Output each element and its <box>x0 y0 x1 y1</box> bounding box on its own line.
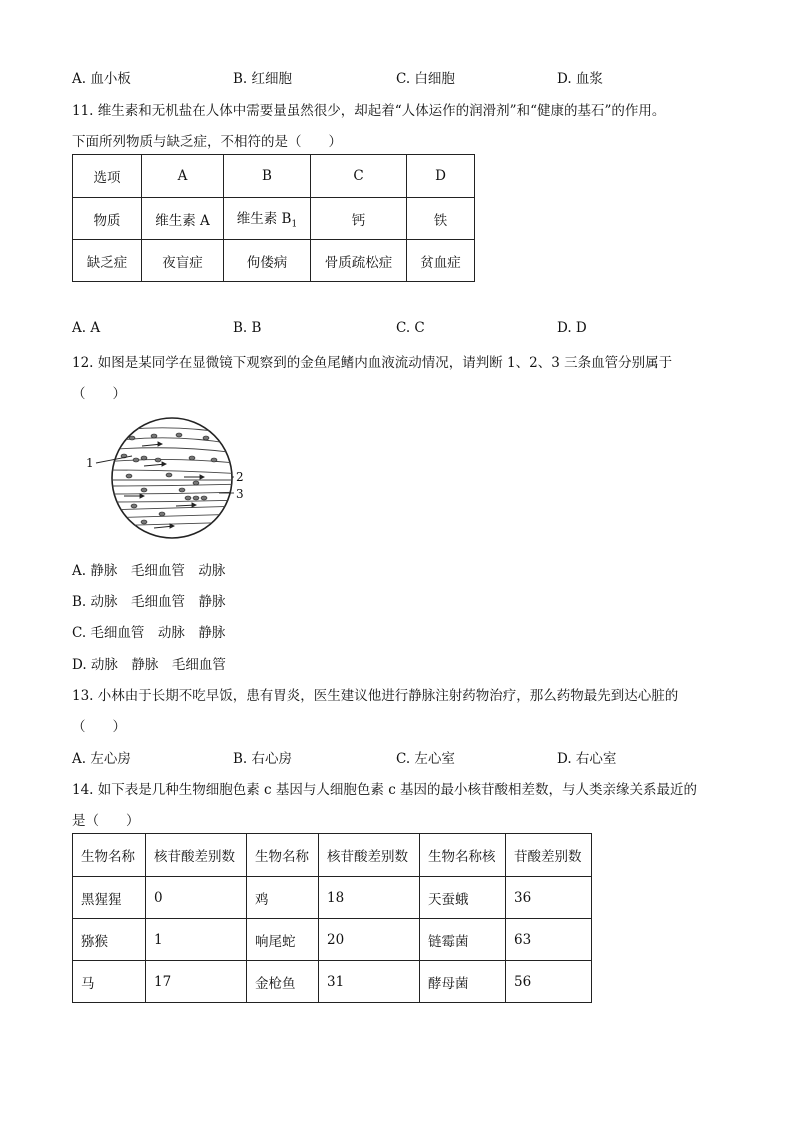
table-header-cell: 生物名称 <box>73 834 146 877</box>
table-cell: 31 <box>319 961 420 1003</box>
table-row <box>73 834 592 877</box>
q14-stem-line1: 14. 如下表是几种生物细胞色素 c 基因与人细胞色素 c 基因的最小核苷酸相差数，与人类亲缘关系最近的 <box>72 782 698 798</box>
blood-flow-microscope-figure <box>84 414 254 544</box>
blood-cell <box>129 436 135 440</box>
q13-option-a[interactable]: A. 左心房 <box>72 751 131 767</box>
table-cell-vitamin-b1 <box>224 198 311 240</box>
table-cell: 响尾蛇 <box>247 919 319 961</box>
q12-option-b[interactable]: B. 动脉 毛细血管 静脉 <box>72 594 226 610</box>
vitamin-b-subscript: 1 <box>291 219 298 230</box>
table-cell: A <box>142 155 224 198</box>
blood-cell <box>193 481 199 485</box>
table-cell: 骨质疏松症 <box>311 240 407 282</box>
q13-stem-line2: （ ） <box>72 719 126 735</box>
blood-cell <box>179 488 185 492</box>
q11-stem-line2: 下面所列物质与缺乏症，不相符的是（ ） <box>72 134 342 150</box>
table-cell: 鸡 <box>247 877 319 919</box>
table-cell: 金枪鱼 <box>247 961 319 1003</box>
q14-stem-line2: 是（ ） <box>72 813 140 829</box>
blood-cell <box>131 504 137 508</box>
q12-option-a[interactable]: A. 静脉 毛细血管 动脉 <box>72 563 226 579</box>
q11-option-b[interactable]: B. B <box>233 320 262 336</box>
blood-cell <box>126 474 132 478</box>
table-cell: 链霉菌 <box>420 919 506 961</box>
table-cell: 铁 <box>407 198 475 240</box>
blood-cell <box>166 473 172 477</box>
table-cell: 17 <box>146 961 247 1003</box>
table-header-cell: 生物名称核 <box>420 834 506 877</box>
table-row <box>73 961 592 1003</box>
q10-option-b[interactable]: B. 红细胞 <box>233 71 293 87</box>
vitamin-b-label: 维生素 B <box>236 211 292 228</box>
figure-label-1: 1 <box>86 456 94 470</box>
table-cell: 天蚕蛾 <box>420 877 506 919</box>
table-cell: 1 <box>146 919 247 961</box>
table-row <box>73 155 475 198</box>
figure-label-3: 3 <box>236 487 244 501</box>
q14-table <box>72 833 592 1003</box>
table-cell: 猕猴 <box>73 919 146 961</box>
q13-option-c[interactable]: C. 左心室 <box>396 751 455 767</box>
q11-stem-line1: 11. 维生素和无机盐在人体中需要量虽然很少，却起着“人体运作的润滑剂”和“健康的基石”的作用。 <box>72 103 666 119</box>
figure-label-2: 2 <box>236 470 244 484</box>
table-cell: 夜盲症 <box>142 240 224 282</box>
q13-option-d[interactable]: D. 右心室 <box>557 751 617 767</box>
table-cell: 63 <box>506 919 592 961</box>
table-row <box>73 240 475 282</box>
table-header-cell: 生物名称 <box>247 834 319 877</box>
blood-cell <box>133 458 139 462</box>
table-cell: D <box>407 155 475 198</box>
q12-stem-line1: 12. 如图是某同学在显微镜下观察到的金鱼尾鳍内血液流动情况，请判断 1、2、3 三条血管分别属于 <box>72 355 673 371</box>
blood-cell <box>176 433 182 437</box>
blood-cell <box>185 496 191 500</box>
table-cell: 18 <box>319 877 420 919</box>
q11-option-d[interactable]: D. D <box>557 320 587 336</box>
q13-option-b[interactable]: B. 右心房 <box>233 751 293 767</box>
q10-option-a[interactable]: A. 血小板 <box>72 71 131 87</box>
q12-option-d[interactable]: D. 动脉 静脉 毛细血管 <box>72 657 226 673</box>
table-cell: 钙 <box>311 198 407 240</box>
blood-cell <box>141 520 147 524</box>
q12-option-c[interactable]: C. 毛细血管 动脉 静脉 <box>72 625 226 641</box>
table-cell: 贫血症 <box>407 240 475 282</box>
blood-cell <box>141 488 147 492</box>
q12-stem-line2: （ ） <box>72 386 126 402</box>
table-header-cell: 核苷酸差别数 <box>319 834 420 877</box>
table-row <box>73 198 475 240</box>
table-cell: 0 <box>146 877 247 919</box>
table-header-cell: 核苷酸差别数 <box>146 834 247 877</box>
table-cell: 20 <box>319 919 420 961</box>
blood-cell <box>189 456 195 460</box>
table-cell: 酵母菌 <box>420 961 506 1003</box>
blood-cell <box>155 458 161 462</box>
table-cell: 马 <box>73 961 146 1003</box>
table-cell: 维生素 A <box>142 198 224 240</box>
blood-cell <box>211 458 217 462</box>
q11-table <box>72 154 475 282</box>
q11-option-a[interactable]: A. A <box>72 320 101 336</box>
blood-cell <box>151 434 157 438</box>
q10-option-c[interactable]: C. 白细胞 <box>396 71 455 87</box>
table-cell: 物质 <box>73 198 142 240</box>
table-cell: C <box>311 155 407 198</box>
table-cell: 36 <box>506 877 592 919</box>
table-cell: 黑猩猩 <box>73 877 146 919</box>
table-cell: B <box>224 155 311 198</box>
blood-cell <box>193 496 199 500</box>
q10-option-d[interactable]: D. 血浆 <box>557 71 603 87</box>
table-cell: 佝偻病 <box>224 240 311 282</box>
blood-cell <box>141 456 147 460</box>
table-cell: 56 <box>506 961 592 1003</box>
blood-cell <box>201 496 207 500</box>
q11-option-c[interactable]: C. C <box>396 320 425 336</box>
table-row <box>73 919 592 961</box>
blood-cell <box>159 512 165 516</box>
table-cell: 选项 <box>73 155 142 198</box>
q13-stem-line1: 13. 小林由于长期不吃早饭，患有胃炎，医生建议他进行静脉注射药物治疗，那么药物最先到达心脏的 <box>72 688 679 704</box>
blood-cell <box>203 436 209 440</box>
table-cell: 缺乏症 <box>73 240 142 282</box>
table-row <box>73 877 592 919</box>
table-header-cell: 苷酸差别数 <box>506 834 592 877</box>
